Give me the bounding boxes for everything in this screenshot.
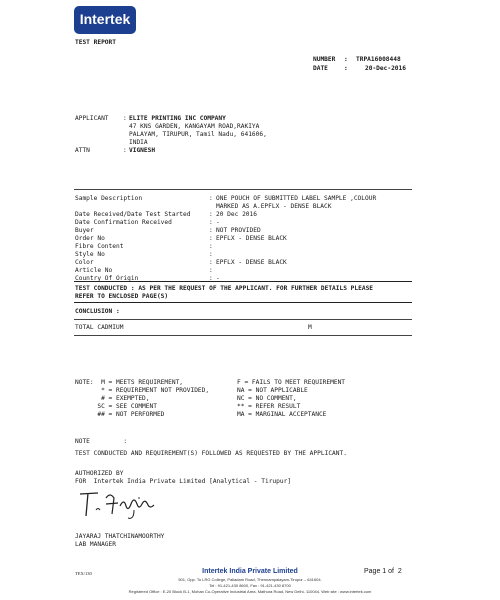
report-date: 20-Dec-2016 <box>365 65 406 72</box>
applicant-address-line: INDIA <box>129 139 148 146</box>
applicant-address-line: PALAYAM, TIRUPUR, Tamil Nadu, 641606, <box>129 131 267 138</box>
number-label: NUMBER <box>313 56 336 63</box>
divider <box>74 281 412 282</box>
detail-label: Fibre Content <box>75 243 124 250</box>
detail-value-cont: MARKED AS A.EPFLX - DENSE BLACK <box>216 203 332 210</box>
detail-value: ONE POUCH OF SUBMITTED LABEL SAMPLE ,COLOUR <box>216 195 377 202</box>
detail-label: Article No <box>75 267 113 274</box>
note-left: # = EXEMPTED, <box>75 395 150 402</box>
footer-registered: Registered Office : E-20 Block B-1, Mohan Co-Operative Industrial Area, Mathura Road, New Delhi- 110044. Web site : www.intertek.com <box>128 589 372 594</box>
detail-label: Buyer <box>75 227 94 234</box>
applicant-company: ELITE PRINTING INC COMPANY <box>129 115 226 122</box>
detail-colon: : <box>209 195 213 202</box>
detail-colon: : <box>209 251 213 258</box>
detail-label: Sample Description <box>75 195 143 202</box>
divider <box>74 189 412 190</box>
detail-colon: : <box>209 243 213 250</box>
detail-label: Country Of Origin <box>75 275 139 282</box>
detail-label: Style No <box>75 251 105 258</box>
note2-text: TEST CONDUCTED AND REQUIREMENT(S) FOLLOWED AS REQUESTED BY THE APPLICANT. <box>75 450 347 457</box>
footer-address: 501, Opp. To LRG College, Palladam Road, Thennampalayam-Tirupur – 641604. <box>178 577 322 582</box>
authorized-by: AUTHORIZED BY <box>75 470 124 477</box>
divider <box>74 335 412 336</box>
footer-company: Intertek India Private Limited <box>202 568 298 575</box>
conclusion-label: CONCLUSION : <box>75 308 120 315</box>
note-right: NA = NOT APPLICABLE <box>237 387 308 394</box>
authorized-for: FOR Intertek India Private Limited [Analytical - Tirupur] <box>75 478 292 485</box>
detail-label: Date Confirmation Received <box>75 219 172 226</box>
detail-colon: : <box>209 219 213 226</box>
detail-label: Date Received/Date Test Started <box>75 211 191 218</box>
applicant-address-line: 47 KNS GARDEN, KANGAYAM ROAD,RAKIYA <box>129 123 260 130</box>
detail-colon: : <box>209 227 213 234</box>
note-right: NC = NO COMMENT, <box>237 395 297 402</box>
conclusion-result: M <box>308 324 312 331</box>
detail-value: - <box>216 275 220 282</box>
detail-colon: : <box>209 267 213 274</box>
note-right: F = FAILS TO MEET REQUIREMENT <box>237 379 346 386</box>
divider <box>74 319 412 320</box>
note-right: MA = MARGINAL ACCEPTANCE <box>237 411 327 418</box>
detail-colon: : <box>209 259 213 266</box>
signature <box>76 488 166 524</box>
signatory-name: JAYARAJ THATCHINAMOORTHY <box>75 533 165 540</box>
note-left: NOTE: M = MEETS REQUIREMENT, <box>75 379 184 386</box>
intertek-logo <box>74 6 136 34</box>
detail-label: Color <box>75 259 94 266</box>
attn-label: ATTN <box>75 147 90 154</box>
note-left: * = REQUIREMENT NOT PROVIDED, <box>75 387 210 394</box>
test-conducted-cont: REFER TO ENCLOSED PAGE(S) <box>75 293 169 300</box>
report-number: TRPA16008448 <box>356 56 401 63</box>
form-code: TEX/130 <box>75 571 92 576</box>
attn-value: VIGNESH <box>129 147 156 154</box>
page-number: Page 1 of 2 <box>364 568 402 575</box>
note2-label: NOTE : <box>75 438 128 445</box>
detail-value: EPFLX - DENSE BLACK <box>216 235 287 242</box>
note-left: SC = SEE COMMENT <box>75 403 157 410</box>
detail-value: NOT PROVIDED <box>216 227 261 234</box>
detail-value: 20 Dec 2016 <box>216 211 257 218</box>
note-left: ## = NOT PERFORMED <box>75 411 165 418</box>
applicant-label: APPLICANT <box>75 115 109 122</box>
note-right: ** = REFER RESULT <box>237 403 301 410</box>
signatory-title: LAB MANAGER <box>75 541 116 548</box>
detail-colon: : <box>209 235 213 242</box>
detail-value: EPFLX - DENSE BLACK <box>216 259 287 266</box>
conclusion-item: TOTAL CADMIUM <box>75 324 124 331</box>
detail-label: Order No <box>75 235 105 242</box>
divider <box>74 302 412 303</box>
test-conducted: TEST CONDUCTED : AS PER THE REQUEST OF THE APPLICANT. FOR FURTHER DETAILS PLEASE <box>75 285 374 292</box>
footer-contact: Tel : 91-421-430 8600, Fax : 91-421-430 8700 <box>209 583 291 588</box>
report-title: TEST REPORT <box>75 39 116 46</box>
date-label: DATE <box>313 65 328 72</box>
logo-text: Intertek <box>79 11 131 27</box>
detail-colon: : <box>209 211 213 218</box>
detail-colon: : <box>209 275 213 282</box>
detail-value: - <box>216 219 220 226</box>
